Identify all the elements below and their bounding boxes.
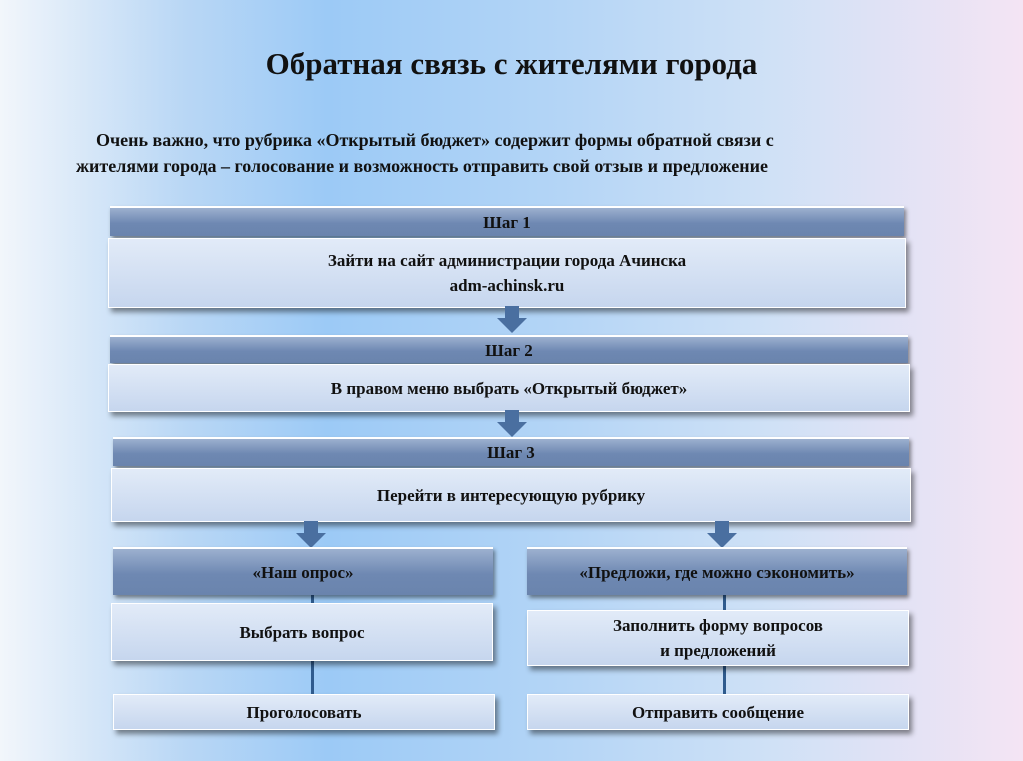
step-1-text-line-1: Зайти на сайт администрации города Ачинска [327,251,687,270]
step-3-header-label: Шаг 3 [487,443,535,462]
step-2-body [108,364,910,412]
left-branch-step-1 [111,603,493,661]
step-1-header-label: Шаг 1 [483,212,531,232]
intro-text [76,127,976,179]
right-branch-step-2-text: Отправить сообщение [632,702,804,722]
step-2-header-label: Шаг 2 [485,340,533,360]
left-branch-title: «Наш опрос» [252,562,354,582]
right-branch-header [527,547,907,595]
left-branch-header [113,547,493,595]
left-branch-step-2-text: Проголосовать [246,702,362,722]
intro-line-1: Очень важно, что рубрика «Открытый бюджет» содержит формы обратной связи с [96,130,774,150]
left-branch-step-1-text: Выбрать вопрос [239,622,365,642]
step-1-header [110,206,904,236]
right-branch-step-1-line-1: Заполнить форму вопросов [613,616,823,635]
down-arrow-icon [495,306,529,334]
down-arrow-icon [294,521,328,549]
down-arrow-icon [705,521,739,549]
down-arrow-icon [495,410,529,438]
right-branch-step-1-line-2: и предложений [660,641,776,660]
intro-line-2: жителями города – голосование и возможность отправить свой отзыв и предложение [76,156,768,176]
step-1-body [108,238,906,308]
right-branch-step-1 [527,610,909,666]
right-branch-step-2 [527,694,909,730]
step-2-header [110,335,908,363]
left-branch-step-2 [113,694,495,730]
step-3-body [111,468,911,522]
step-2-text: В правом меню выбрать «Открытый бюджет» [330,378,688,398]
step-1-text-line-2: adm-achinsk.ru [449,276,565,295]
step-3-header [113,437,909,466]
right-branch-title: «Предложи, где можно сэкономить» [579,562,855,582]
page-title: Обратная связь с жителями города [265,46,758,81]
step-3-text: Перейти в интересующую рубрику [376,485,646,505]
